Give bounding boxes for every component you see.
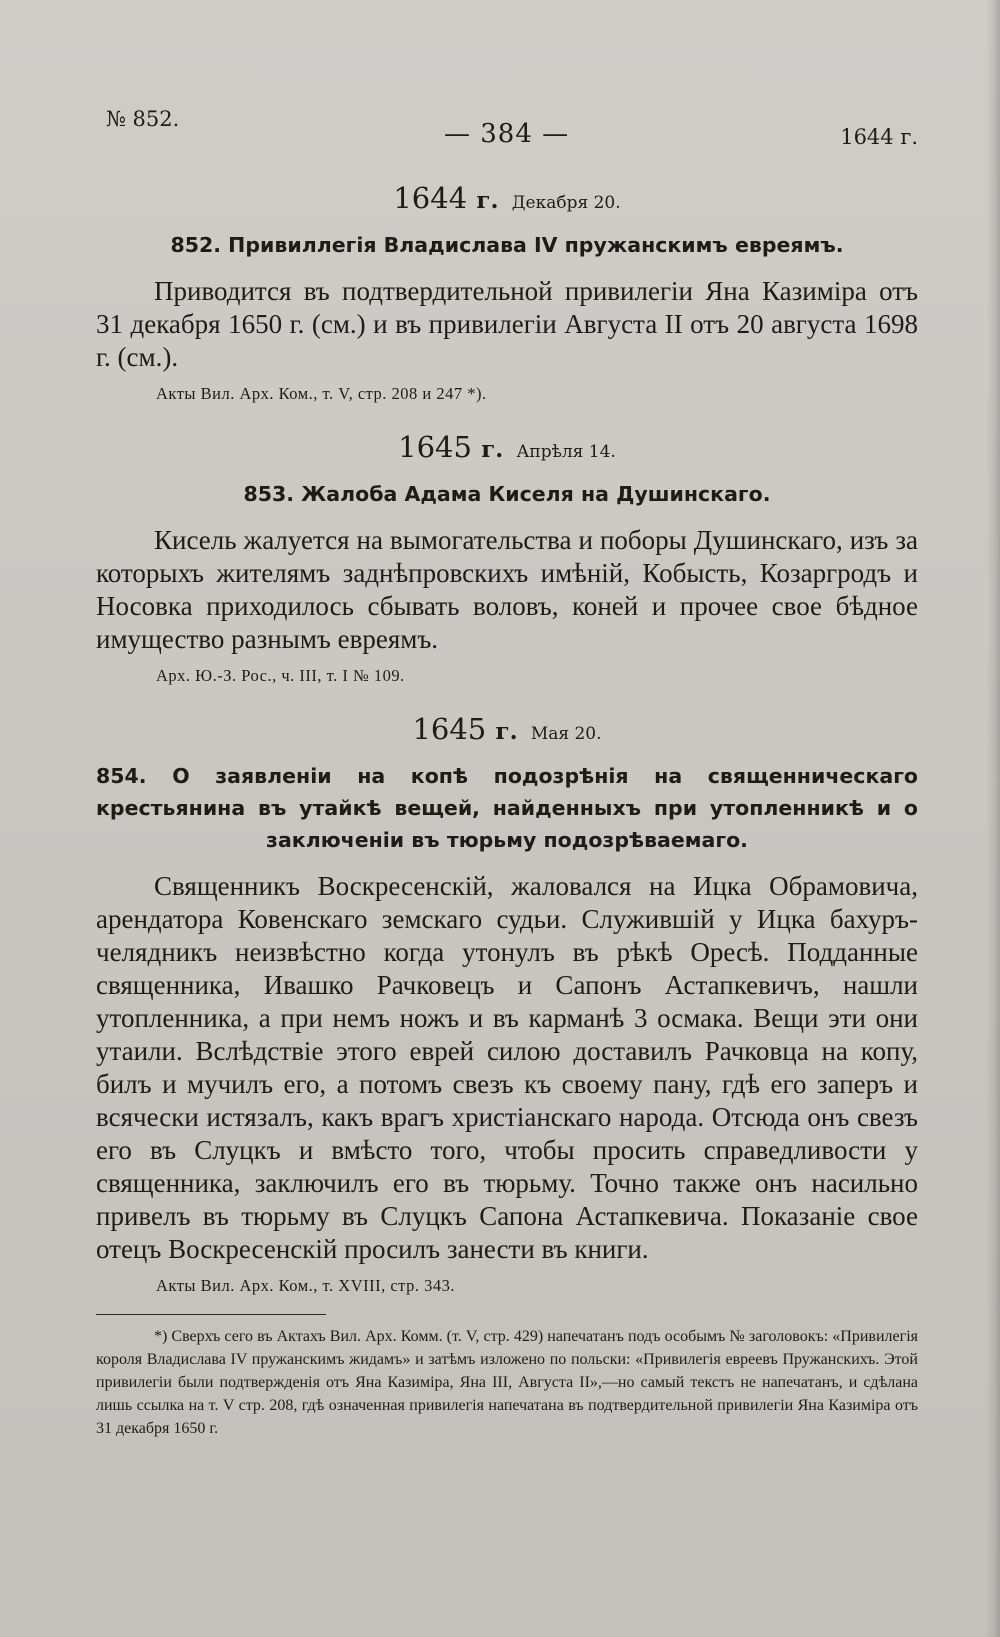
entry-date xyxy=(96,712,918,746)
running-head-entry-number: № 852. xyxy=(106,107,180,131)
entry-source: Акты Вил. Арх. Ком., т. V, стр. 208 и 247 *). xyxy=(156,384,487,403)
entry-852 xyxy=(96,181,918,404)
entry-year-abbrev: г. xyxy=(495,718,518,745)
page-edge-shadow xyxy=(986,0,1000,1637)
entry-day: Мая 20. xyxy=(530,724,602,744)
entry-body: Священникъ Воскресенскій, жаловался на Ицка Обрамовича, арендатора Ковенскаго земскаго судьи. Служившій у Ицка бахуръ-челядникъ неизвѣстно когда утонулъ въ рѣкѣ Оресѣ. Подданные священника, Ивашко Рачковецъ и Сапонъ Астапкевичъ, нашли утопленника, а при немъ ножъ и въ карманѣ 3 осмака. Вещи эти они утаили. Вслѣдствіе этого еврей силою доставилъ Рачковца на копу, билъ и мучилъ его, а потомъ свезъ къ своему пану, гдѣ его заперъ и всячески истязалъ, какъ врагъ христіанскаго народа. Отсюда онъ свезъ его въ Слуцкъ и вмѣсто того, чтобы просить справедливости у священника, заключилъ его въ тюрьму. Точно также онъ насильно привелъ въ тюрьму въ Слуцкъ Сапона Астапкевича. Показаніе свое отецъ Воскресенскій просилъ занести въ книги. xyxy=(96,871,918,1264)
running-head-year: 1644 г. xyxy=(840,125,918,149)
entry-year: 1645 xyxy=(398,430,472,464)
running-head xyxy=(96,95,918,155)
entry-body: Кисель жалуется на вымогательства и поборы Душинскаго, изъ за которыхъ жителямъ заднѣпровскихъ имѣній, Кобысть, Козаргродъ и Носовка приходилось сбывать воловъ, коней и прочее свое бѣдное имущество разнымъ евреямъ. xyxy=(96,525,918,654)
entry-854 xyxy=(96,712,918,1296)
entry-year-abbrev: г. xyxy=(481,436,504,463)
entry-heading: 853. Жалоба Адама Киселя на Душинскаго. xyxy=(243,482,771,506)
entry-year: 1644 xyxy=(393,181,468,215)
entry-heading: 854. О заявленіи на копѣ подозрѣнія на священническаго крестьянина въ утайкѣ вещей, найденныхъ при утопленникѣ и о заключеніи въ тюрьму подозрѣваемаго. xyxy=(96,764,918,852)
entry-year: 1645 xyxy=(412,712,487,746)
entry-day: Апрѣля 14. xyxy=(516,442,616,462)
footnote-rule xyxy=(96,1314,326,1315)
entry-date xyxy=(96,430,918,464)
entry-body: Приводится въ подтвердительной привилегіи Яна Казиміра отъ 31 декабря 1650 г. (см.) и въ привилегіи Августа II отъ 20 августа 1698 г. (см.). xyxy=(96,276,918,372)
footnote: *) Сверхъ сего въ Актахъ Вил. Арх. Комм. (т. V, стр. 429) напечатанъ подъ особымъ № заголовокъ: «Привилегія короля Владислава IV пружанскимъ жидамъ» и затѣмъ изложено по польски: «Привилегія евреевъ Пружанскихъ. Этой привилегіи были подтвержденія отъ Яна Казиміра, Яна III, Августа II»,—но самый текстъ не напечатанъ, и сдѣлана лишь ссылка на т. V стр. 208, гдѣ означенная привилегія напечатана въ подтвердительной привилегіи Яна Казиміра отъ 31 декабря 1650 г. xyxy=(96,1328,918,1437)
entry-source: Арх. Ю.-З. Рос., ч. III, т. I № 109. xyxy=(156,666,405,685)
entry-source: Акты Вил. Арх. Ком., т. XVIII, стр. 343. xyxy=(156,1276,455,1295)
page-number: — 384 — xyxy=(444,119,570,149)
entry-day: Декабря 20. xyxy=(511,193,621,213)
entry-date xyxy=(96,181,918,215)
entry-853 xyxy=(96,430,918,686)
entry-heading: 852. Привиллегія Владислава IV пружанскимъ евреямъ. xyxy=(170,233,844,257)
entry-year-abbrev: г. xyxy=(476,187,499,214)
